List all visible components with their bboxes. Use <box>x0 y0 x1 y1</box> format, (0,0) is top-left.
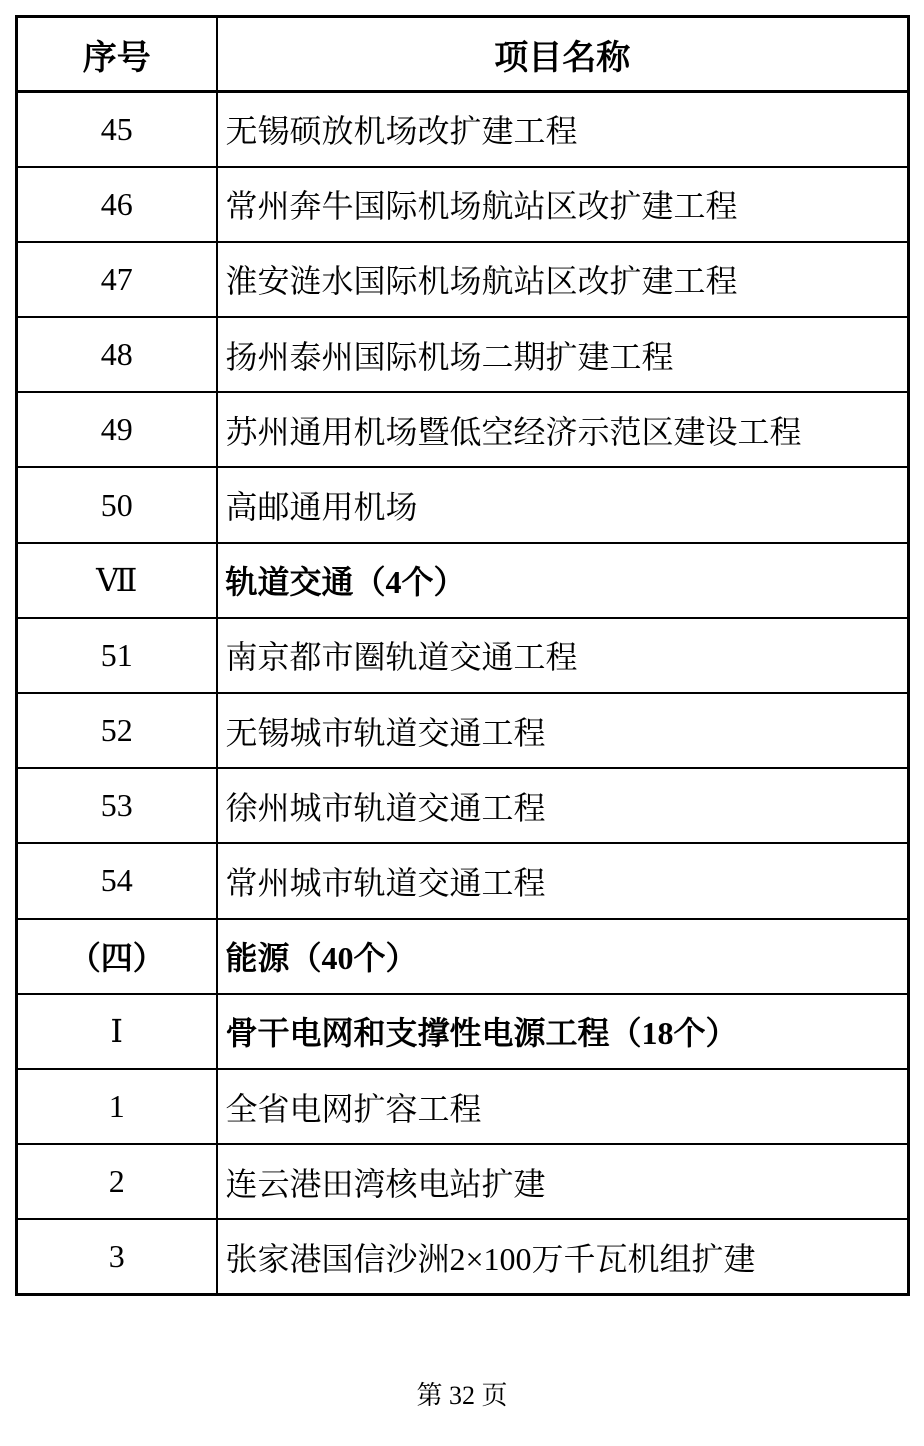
project-name-cell <box>217 543 909 618</box>
section-row <box>17 543 909 618</box>
serial-number-cell: 53 <box>17 768 217 843</box>
serial-number-cell: Ⅰ <box>17 994 217 1069</box>
table-body <box>17 92 909 1295</box>
project-name-cell: 张家港国信沙洲2×100万千瓦机组扩建 <box>217 1219 909 1294</box>
serial-number-cell: 45 <box>17 92 217 167</box>
table-row <box>17 768 909 843</box>
serial-number-cell: 3 <box>17 1219 217 1294</box>
section-row <box>17 919 909 994</box>
serial-number-cell: 51 <box>17 618 217 693</box>
project-name-cell: 苏州通用机场暨低空经济示范区建设工程 <box>217 392 909 467</box>
project-name-cell: 全省电网扩容工程 <box>217 1069 909 1144</box>
table-row <box>17 92 909 167</box>
serial-number-cell: 2 <box>17 1144 217 1219</box>
serial-number-cell: （四） <box>17 919 217 994</box>
table-row <box>17 1219 909 1294</box>
project-name-cell: 无锡硕放机场改扩建工程 <box>217 92 909 167</box>
section-title-text: 骨干电网和支撑性电源工程 <box>225 1015 610 1052</box>
table-row <box>17 1069 909 1144</box>
table-row <box>17 843 909 918</box>
section-count-text: （18个） <box>609 1015 738 1052</box>
table-row <box>17 467 909 542</box>
project-name-cell: 南京都市圈轨道交通工程 <box>217 618 909 693</box>
serial-number-cell: 54 <box>17 843 217 918</box>
serial-number-cell: 49 <box>17 392 217 467</box>
project-name-cell: 常州奔牛国际机场航站区改扩建工程 <box>217 167 909 242</box>
serial-number-cell: Ⅶ <box>17 543 217 618</box>
project-name-cell: 淮安涟水国际机场航站区改扩建工程 <box>217 242 909 317</box>
project-name-cell: 无锡城市轨道交通工程 <box>217 693 909 768</box>
section-title-text: 轨道交通 <box>225 564 354 601</box>
project-name-cell: 扬州泰州国际机场二期扩建工程 <box>217 317 909 392</box>
header-cell-project-name: 项目名称 <box>217 17 909 92</box>
project-list-table <box>15 15 910 1296</box>
project-name-cell: 常州城市轨道交通工程 <box>217 843 909 918</box>
project-name-cell <box>217 994 909 1069</box>
project-name-cell: 高邮通用机场 <box>217 467 909 542</box>
table-row <box>17 618 909 693</box>
project-name-cell: 徐州城市轨道交通工程 <box>217 768 909 843</box>
table-row <box>17 1144 909 1219</box>
table-row <box>17 317 909 392</box>
serial-number-cell: 1 <box>17 1069 217 1144</box>
page-number: 第 32 页 <box>416 1381 508 1410</box>
serial-number-cell: 46 <box>17 167 217 242</box>
table-header-row <box>17 17 909 92</box>
table-row <box>17 693 909 768</box>
section-row <box>17 994 909 1069</box>
serial-number-cell: 50 <box>17 467 217 542</box>
section-count-text: （40个） <box>289 940 418 977</box>
section-title-text: 能源 <box>225 940 290 977</box>
project-name-cell: 连云港田湾核电站扩建 <box>217 1144 909 1219</box>
header-cell-serial-number: 序号 <box>17 17 217 92</box>
serial-number-cell: 48 <box>17 317 217 392</box>
serial-number-cell: 52 <box>17 693 217 768</box>
table-row <box>17 392 909 467</box>
table-row <box>17 242 909 317</box>
table-row <box>17 167 909 242</box>
serial-number-cell: 47 <box>17 242 217 317</box>
project-name-cell <box>217 919 909 994</box>
section-count-text: （4个） <box>353 564 466 601</box>
